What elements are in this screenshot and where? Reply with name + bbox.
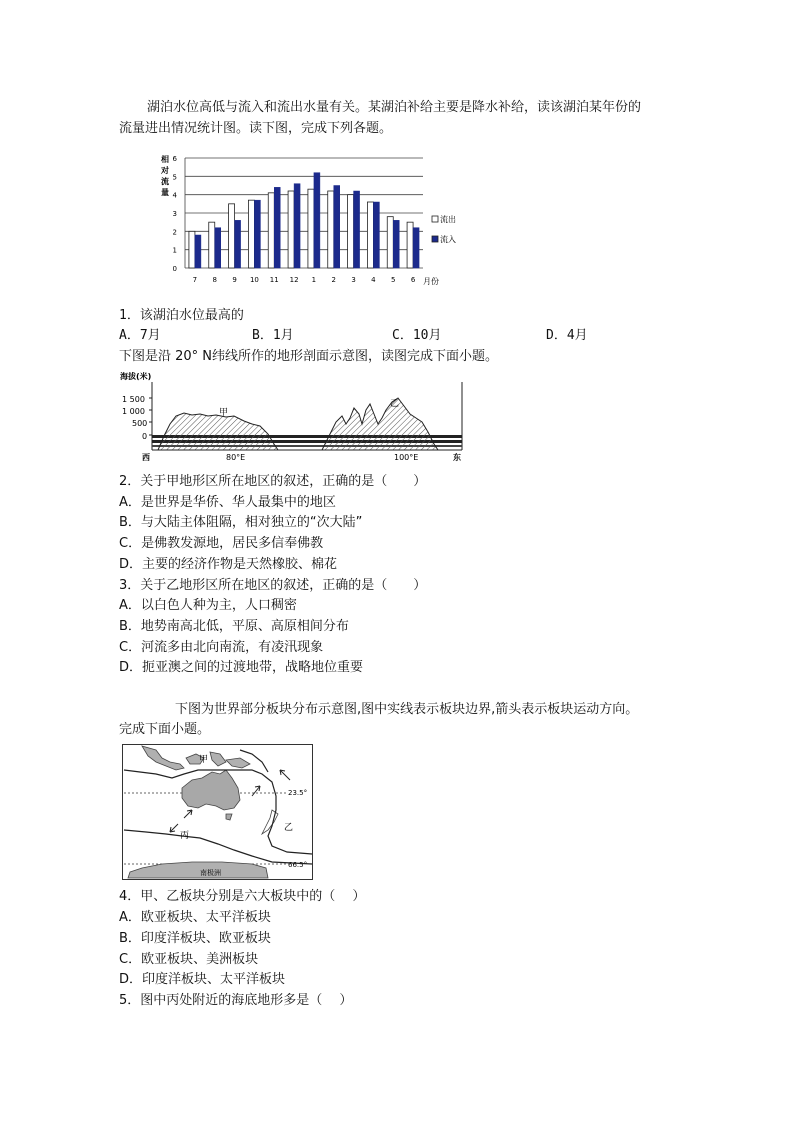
legend-outflow-swatch xyxy=(432,216,438,222)
plate-label-yi: 乙 xyxy=(284,823,294,833)
q4-option-b: B．印度洋板块、欧亚板块 xyxy=(119,931,271,946)
x-tick-label: 2 xyxy=(331,276,336,284)
bar-inflow-5 xyxy=(393,220,399,268)
y-tick-label: 6 xyxy=(172,155,177,163)
intro1-line1: 湖泊水位高低与流入和流出水量有关。某湖泊补给主要是降水补给，读该湖泊某年份的 xyxy=(147,100,642,115)
plate-label-bing: 丙 xyxy=(180,831,190,841)
y-tick-label: 1 xyxy=(172,246,177,255)
bar-inflow-4 xyxy=(373,202,379,268)
lake-flow-chart xyxy=(155,150,456,290)
q1-option-b: B．1月 xyxy=(252,328,294,343)
q1-stem: 1．该湖泊水位最高的 xyxy=(119,308,244,323)
bar-outflow-12 xyxy=(288,191,294,268)
x-tick-label: 10 xyxy=(249,276,259,284)
legend-inflow-swatch xyxy=(432,236,438,242)
bar-outflow-8 xyxy=(209,222,215,268)
bar-inflow-12 xyxy=(294,184,300,268)
bar-inflow-10 xyxy=(254,200,260,268)
q2-option-d: D．主要的经济作物是天然橡胶、棉花 xyxy=(119,557,338,572)
q4-option-d: D．印度洋板块、太平洋板块 xyxy=(119,972,286,987)
bar-outflow-7 xyxy=(189,231,195,268)
q3-option-c: C．河流多由北向南流，有凌汛现象 xyxy=(119,640,324,655)
q1-option-a: A．7月 xyxy=(119,328,161,343)
bar-inflow-8 xyxy=(215,228,221,268)
bar-inflow-7 xyxy=(195,235,201,268)
x-axis-label: 月份 xyxy=(423,277,439,286)
intro3-line2: 完成下面小题。 xyxy=(119,722,211,737)
x-tick-label: 3 xyxy=(351,276,356,284)
bar-outflow-9 xyxy=(229,204,235,268)
q2-stem: 2．关于甲地形区所在地区的叙述，正确的是（ ） xyxy=(119,474,427,489)
q4-option-c: C．欧亚板块、美洲板块 xyxy=(119,952,259,967)
y-axis-label xyxy=(160,154,169,197)
bar-outflow-1 xyxy=(308,189,314,268)
legend-inflow-label: 流入 xyxy=(440,235,456,244)
x-tick-label: 1 xyxy=(311,276,317,284)
profile-ytick-1000: 1 000 xyxy=(122,407,145,416)
profile-x-tick-80E: 80°E xyxy=(226,453,246,462)
latitude-23-5-label: 23.5° xyxy=(288,789,308,797)
y-tick-label: 3 xyxy=(172,210,177,218)
bar-inflow-6 xyxy=(413,228,419,268)
q2-option-c: C．是佛教发源地，居民多信奉佛教 xyxy=(119,536,324,551)
q1-option-c: C．10月 xyxy=(392,328,442,343)
profile-label-jia: 甲 xyxy=(219,408,229,418)
y-axis-label-char: 相 xyxy=(161,155,169,164)
profile-ytick-0: 0 xyxy=(142,432,148,441)
profile-x-tick-100E: 100°E xyxy=(394,453,419,462)
x-tick-label: 9 xyxy=(232,276,237,284)
bar-outflow-10 xyxy=(248,200,254,268)
bar-inflow-11 xyxy=(274,187,280,268)
profile-ytick-500: 500 xyxy=(132,419,148,428)
intro1-line2: 流量进出情况统计图。读下图，完成下列各题。 xyxy=(119,121,393,136)
bar-outflow-2 xyxy=(328,191,334,268)
q3-option-b: B．地势南高北低，平原、高原相间分布 xyxy=(119,619,349,634)
x-tick-label: 11 xyxy=(269,276,279,284)
bar-inflow-1 xyxy=(314,173,320,268)
landform-yi xyxy=(322,398,438,450)
y-axis-label-char: 流 xyxy=(161,177,169,186)
q4-option-a: A．欧亚板块、太平洋板块 xyxy=(119,910,271,925)
profile-y-label: 海拔(米) xyxy=(120,372,152,381)
plate-label-jia: 甲 xyxy=(199,755,209,765)
profile-east-label: 东 xyxy=(453,453,461,462)
profile-label-yi: 乙 xyxy=(390,399,400,409)
bar-outflow-11 xyxy=(268,193,274,268)
bar-outflow-4 xyxy=(367,202,373,268)
profile-west-label: 西 xyxy=(142,453,150,462)
bar-outflow-5 xyxy=(387,217,393,268)
y-axis-label-char: 量 xyxy=(161,188,169,197)
y-tick-label: 5 xyxy=(172,173,177,182)
chart-legend xyxy=(432,214,456,244)
q1-option-d: D．4月 xyxy=(546,328,588,343)
intro2: 下图是沿 20° N纬线所作的地形剖面示意图，读图完成下面小题。 xyxy=(119,349,499,364)
bar-inflow-2 xyxy=(334,186,340,269)
q3-option-d: D．扼亚澳之间的过渡地带，战略地位重要 xyxy=(119,660,364,675)
q3-option-a: A．以白色人种为主，人口稠密 xyxy=(119,598,297,613)
q4-stem: 4．甲、乙板块分别是六大板块中的（ ） xyxy=(119,889,366,904)
x-tick-label: 8 xyxy=(212,276,217,284)
bar-outflow-3 xyxy=(348,195,354,268)
legend-outflow-label: 流出 xyxy=(440,215,456,224)
x-tick-label: 4 xyxy=(371,276,376,284)
intro3-line1: 下图为世界部分板块分布示意图,图中实线表示板块边界,箭头表示板块运动方向。 xyxy=(175,702,639,717)
x-tick-label: 5 xyxy=(391,276,396,284)
x-tick-label: 7 xyxy=(192,276,198,284)
profile-ytick-1500: 1 500 xyxy=(122,395,145,404)
terrain-profile-figure xyxy=(118,368,468,464)
y-axis-label-char: 对 xyxy=(161,166,169,175)
antarctica-label: 南极洲 xyxy=(200,869,221,877)
x-tick-label: 6 xyxy=(410,276,416,284)
plates-map-figure xyxy=(122,744,314,880)
q5-stem: 5．图中丙处附近的海底地形多是（ ） xyxy=(119,993,353,1008)
y-tick-label: 2 xyxy=(172,228,177,237)
landform-jia xyxy=(158,413,278,450)
latitude-66-5-label: 66.5° xyxy=(288,861,308,869)
y-tick-label: 0 xyxy=(172,265,177,273)
q2-option-b: B．与大陆主体阻隔，相对独立的“次大陆” xyxy=(119,515,363,530)
bar-inflow-9 xyxy=(235,220,241,268)
y-tick-label: 4 xyxy=(172,191,177,200)
q3-stem: 3．关于乙地形区所在地区的叙述，正确的是（ ） xyxy=(119,578,427,593)
x-tick-label: 12 xyxy=(289,276,299,284)
q2-option-a: A．是世界是华侨、华人最集中的地区 xyxy=(119,495,336,510)
bar-inflow-3 xyxy=(354,191,360,268)
bar-outflow-6 xyxy=(407,222,413,268)
